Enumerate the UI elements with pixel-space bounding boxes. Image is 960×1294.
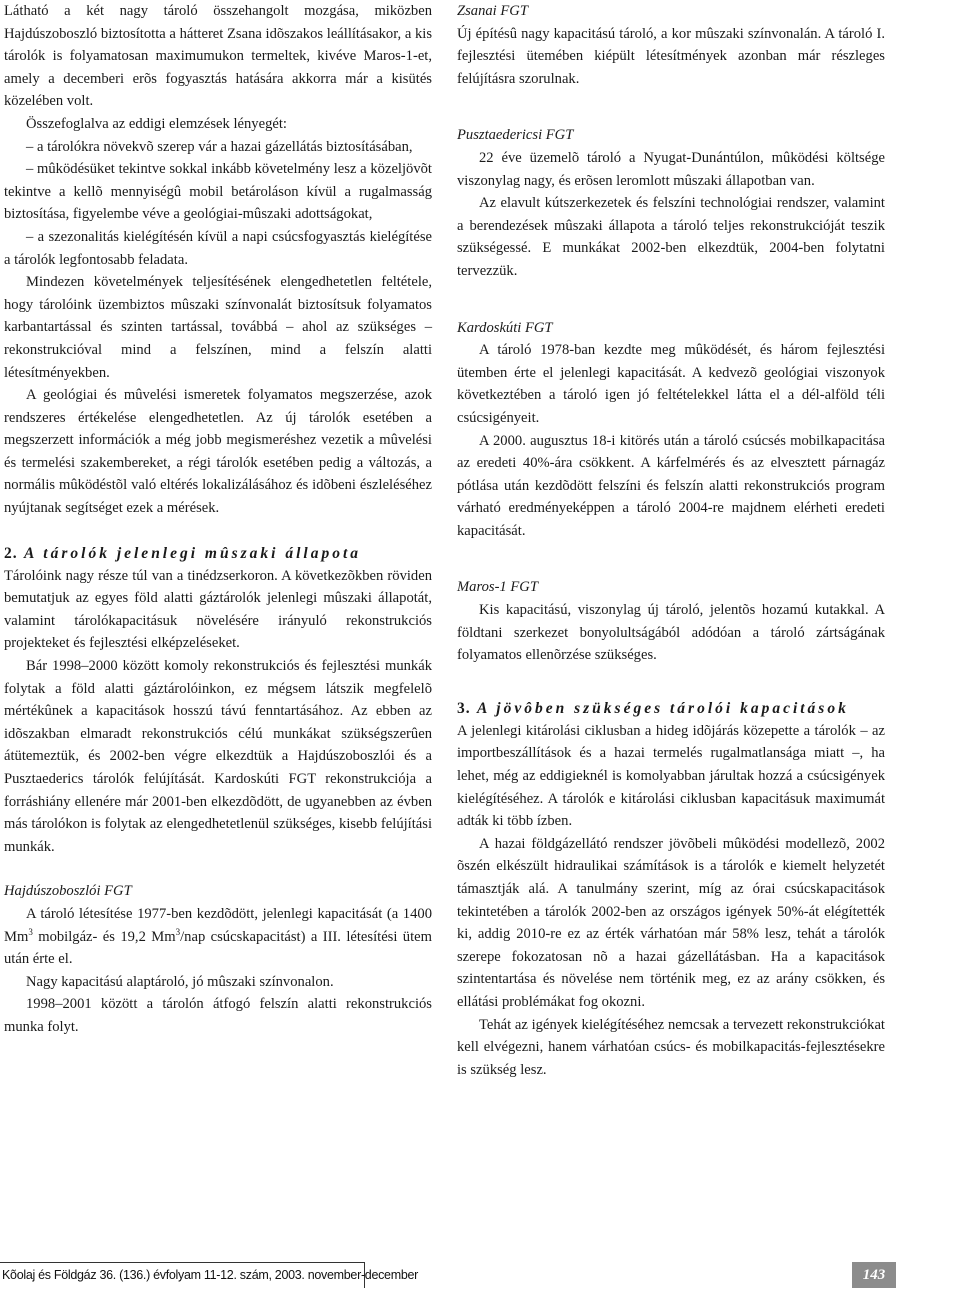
- paragraph: Az elavult kútszerkezetek és felszíni technológiai rendszer, valamint a berendezések mûszaki állapota a tároló teljes rekonstrukcióját teszik szükségessé. E munkákat 2002-ben elkezdtük, 2004-ben folytatni tervezzük.: [457, 195, 885, 279]
- section-title: A jövôben szükséges tárolói kapacitások: [476, 699, 849, 717]
- paragraph: Mindezen követelmények teljesítésének elengedhetetlen feltétele, hogy tárolóink üzembiztos mûszaki színvonalát biztosítsuk folyamatos karbantartással és szinten tartással, továbbá – ahol az szükséges – rekonstrukcióval mind a felszínen, mind a felszín alatti létesítményekben.: [4, 274, 432, 381]
- paragraph: A tároló létesítése 1977-ben kezdõdött, jelenlegi kapacitását (a 1400 Mm$^3$ mobilgáz- és 19,2 Mm$^3$/nap csúcskapacitást) a III. létesítési ütem után érte el.: [4, 905, 432, 968]
- subsection-title: Maros-1 FGT: [457, 579, 538, 596]
- paragraph: Tárolóink nagy része túl van a tinédzserkoron. A következõkben röviden bemutatjuk az egyes föld alatti gáztárolók jelenlegi mûszaki állapotát, valamint tárolókapacitásuk növelésére irányuló rekonstrukciós projekteket és fejlesztési elképzeléseket.: [4, 567, 432, 652]
- section-title: A tárolók jelenlegi mûszaki állapota: [23, 544, 362, 562]
- list-item: – a szezonalitás kielégítésén kívül a napi csúcsfogyasztás kielégítése a tárolók legfontosabb feladata.: [4, 228, 432, 268]
- subsection-title: Pusztaedericsi FGT: [457, 127, 574, 144]
- section-number: 2.: [4, 544, 18, 562]
- page-number-box: [852, 1262, 896, 1288]
- page-number: 143: [862, 1267, 886, 1283]
- list-item: – mûködésüket tekintve sokkal inkább követelmény lesz a közeljövõt tekintve a kellõ mennyiségû mobil betároláson kívül a rugalmasság biztosítása, figyelembe véve a geológiai-mûszaki adottságokat,: [4, 161, 432, 223]
- paragraph: Látható a két nagy tároló összehangolt mozgása, miközben Hajdúszoboszló biztosította a hátteret Zsana idõszakos leállításakor, a kis tárolók is folyamatosan maximumukon termeltek, kivéve Maros-1-et, amely a decemberi erõs fogyasztás hatására akkorra már a kisütés közelében volt.: [4, 3, 432, 110]
- left-column: [4, 0, 432, 1039]
- spacer: [4, 858, 432, 880]
- journal-footer: Kõolaj és Földgáz 36. (136.) évfolyam 11-12. szám, 2003. november-december: [2, 1268, 418, 1282]
- section-heading-2: [4, 542, 432, 565]
- paragraph: Új építésû nagy kapacitású tároló, a kor mûszaki színvonalán. A tároló I. fejlesztési ütemében kiépült létesítmények azonban már részleges felújításra szorulnak.: [457, 25, 885, 87]
- paragraph: 22 éve üzemelõ tároló a Nyugat-Dunántúlon, mûködési költsége viszonylag nagy, és erõsen leromlott mûszaki állapotban van.: [457, 149, 885, 189]
- subsection-title: Zsanai FGT: [457, 3, 528, 19]
- subsection-title: Hajdúszoboszlói FGT: [4, 883, 132, 900]
- subsection-title: Kardoskúti FGT: [457, 319, 553, 336]
- paragraph: A geológiai és mûvelési ismeretek folyamatos megszerzése, azok rendszeres értékelése elengedhetetlen. Az új tárolók esetében a megszerzett információk a még jobb megismeréshez vezetik a mûvelési és termelési szakembereket, a régi tárolók esetében pedig a változás, a normális mûködéstõl való eltérés lokalizálásához és idõbeni észleléséhez nyújtanak segítséget ezek a mérések.: [4, 387, 432, 517]
- paragraph: Összefoglalva az eddigi elemzések lényegét:: [26, 115, 287, 132]
- paragraph: Kis kapacitású, viszonylag új tároló, jelentõs hozamú kutakkal. A földtani szerkezet bonyolultságából adódóan a tároló zártságának folyamatos ellenõrzése szükséges.: [457, 602, 885, 664]
- spacer: [4, 520, 432, 542]
- paragraph: A 2000. augusztus 18-i kitörés után a tároló csúcsés mobilkapacitása az eredeti 40%-ára csökkent. A kárfelmérés és az elvesztett párnagáz pótlása után kezdõdött felszíni és felszín alatti rekonstrukciós program várható eredményeképpen a tároló 2004-re majdnem elérheti eredeti kapacitását.: [457, 432, 885, 539]
- paragraph: A tároló 1978-ban kezdte meg mûködését, és három fejlesztési ütemben érte el jelenlegi kapacitását. A kedvezõ geológiai viszonyok következtében a tároló igen jó feltételekkel látta el a dél-alföld téli csúcsigényeit.: [457, 342, 885, 426]
- spacer: [457, 667, 885, 697]
- spacer: [457, 542, 885, 576]
- paragraph: 1998–2001 között a tárolón átfogó felszín alatti rekonstrukciós munka folyt.: [4, 996, 432, 1035]
- paragraph: Tehát az igények kielégítéséhez nemcsak a tervezett rekonstrukciókat kell elvégezni, hanem várhatóan csúcs- és mobilkapacitás-fejlesztésekre is szükség lesz.: [457, 1016, 885, 1078]
- section-heading-3: [457, 697, 885, 720]
- right-column: [457, 0, 885, 1081]
- paragraph: A hazai földgázellátó rendszer jövõbeli mûködési modellezõ, 2002 õszén elkészült hidraulikai számítások is a tárolók e kiemelt helyzetét támasztják alá. A tanulmány szerint, míg az órai csúcskapacitások tekintetében a tárolók 2002-ben az országos igények 50%-át elégítették ki, addig 2010-re ez az érték várhatóan már 58% lesz, tehát a tárolók szerepe fokozatosan nõ a hazai gázellátásban. Ha a kapacitások szintentartása és növelése nem történik meg, ez az arány csökken, és ellátási problémákat fog okozni.: [457, 835, 885, 1010]
- section-number: 3.: [457, 699, 471, 717]
- spacer: [457, 283, 885, 317]
- footer-divider: [0, 1262, 364, 1263]
- paragraph: Nagy kapacitású alaptároló, jó mûszaki színvonalon.: [26, 973, 334, 990]
- spacer: [457, 90, 885, 124]
- paragraph: Bár 1998–2000 között komoly rekonstrukciós és fejlesztési munkák folytak a föld alatti gáztárolóinkon, ez mégsem látszik megfelelõ mértékûnek a kapacitások hosszú távú fenntartásához. Az ebben az idõszakban elmaradt rekonstrukciós célú munkákat szükségszerûen átütemeztük, és 2002-ben végre elkezdtük a Hajdúszoboszlói és a Pusztaederics tárolók felújítását. Kardoskúti FGT rekonstrukciója a forráshiány ellenére már 2001-ben elkezdõdött, de ugyanebben az évben más tárolókon is folytak az elengedhetetlenül szükséges, kisebb felújítási munkák.: [4, 658, 432, 855]
- paragraph: A jelenlegi kitárolási ciklusban a hideg idõjárás közepette a tárolók – az importbeszállítások és a hazai termelés rugalmatlansága miatt –, ha lehet, még az eddigieknél is komolyabban járultak hozzá a csúcsigények kielégítéséhez. A tárolók e kitárolási ciklusban kapacitásuk maximumát adták ki több ízben.: [457, 722, 885, 830]
- list-item: – a tárolókra növekvõ szerep vár a hazai gázellátás biztosításában,: [26, 138, 413, 155]
